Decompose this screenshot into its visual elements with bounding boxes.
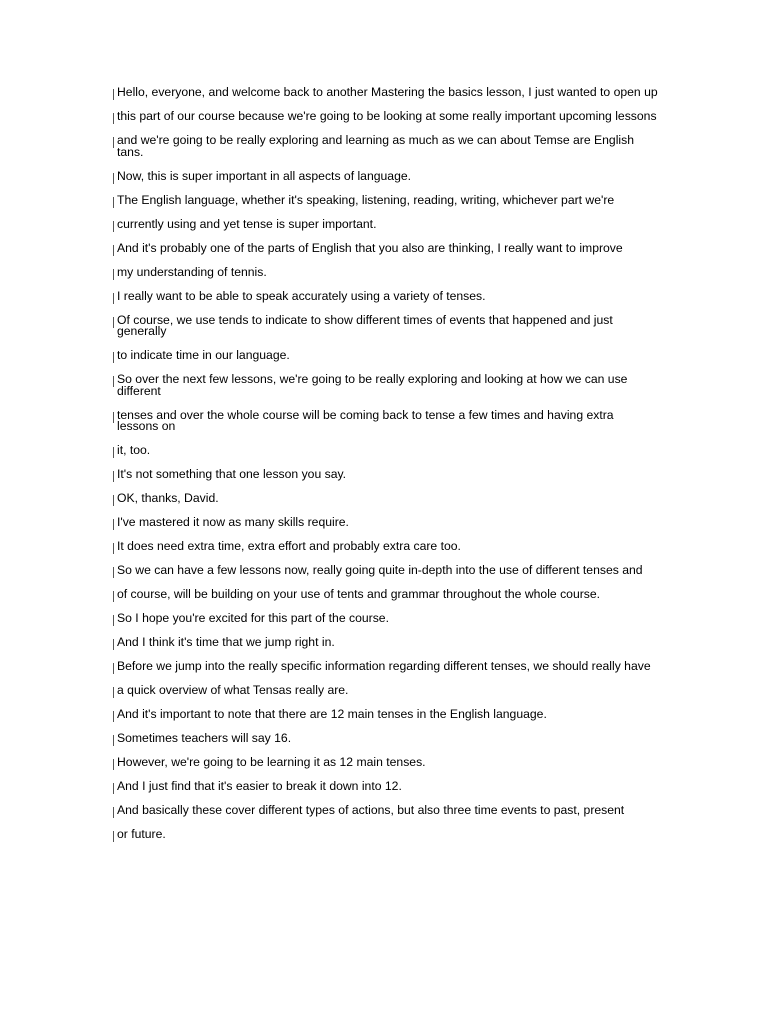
transcript-line: OK, thanks, David.: [113, 493, 658, 505]
transcript-line: And I just find that it's easier to break it down into 12.: [113, 781, 658, 793]
transcript-line: my understanding of tennis.: [113, 267, 658, 279]
transcript-line: It does need extra time, extra effort and probably extra care too.: [113, 541, 658, 553]
transcript-text: [113, 87, 658, 853]
transcript-line: of course, will be building on your use of tents and grammar throughout the whole course.: [113, 589, 658, 601]
transcript-line: Sometimes teachers will say 16.: [113, 733, 658, 745]
transcript-line: and we're going to be really exploring and learning as much as we can about Temse are English tans.: [113, 135, 658, 158]
transcript-line: I really want to be able to speak accurately using a variety of tenses.: [113, 291, 658, 303]
transcript-line: And basically these cover different types of actions, but also three time events to past, present: [113, 805, 658, 817]
transcript-line: And it's probably one of the parts of English that you also are thinking, I really want to improve: [113, 243, 658, 255]
transcript-line: I've mastered it now as many skills require.: [113, 517, 658, 529]
transcript-line: to indicate time in our language.: [113, 350, 658, 362]
transcript-line: So over the next few lessons, we're going to be really exploring and looking at how we can use different: [113, 374, 658, 397]
transcript-line: So we can have a few lessons now, really going quite in-depth into the use of different tenses and: [113, 565, 658, 577]
transcript-line: And it's important to note that there are 12 main tenses in the English language.: [113, 709, 658, 721]
transcript-line: or future.: [113, 829, 658, 841]
transcript-line: So I hope you're excited for this part of the course.: [113, 613, 658, 625]
transcript-line: And I think it's time that we jump right in.: [113, 637, 658, 649]
transcript-line: However, we're going to be learning it as 12 main tenses.: [113, 757, 658, 769]
transcript-line: tenses and over the whole course will be coming back to tense a few times and having extra lessons on: [113, 410, 658, 433]
transcript-line: Now, this is super important in all aspects of language.: [113, 171, 658, 183]
transcript-line: It's not something that one lesson you say.: [113, 469, 658, 481]
transcript-line: this part of our course because we're going to be looking at some really important upcoming lessons: [113, 111, 658, 123]
transcript-line: it, too.: [113, 445, 658, 457]
transcript-line: Of course, we use tends to indicate to show different times of events that happened and just generally: [113, 315, 658, 338]
transcript-line: currently using and yet tense is super important.: [113, 219, 658, 231]
transcript-line: Before we jump into the really specific information regarding different tenses, we should really have: [113, 661, 658, 673]
transcript-line: a quick overview of what Tensas really are.: [113, 685, 658, 697]
transcript-line: The English language, whether it's speaking, listening, reading, writing, whichever part we're: [113, 195, 658, 207]
transcript-line: Hello, everyone, and welcome back to another Mastering the basics lesson, I just wanted to open up: [113, 87, 658, 99]
